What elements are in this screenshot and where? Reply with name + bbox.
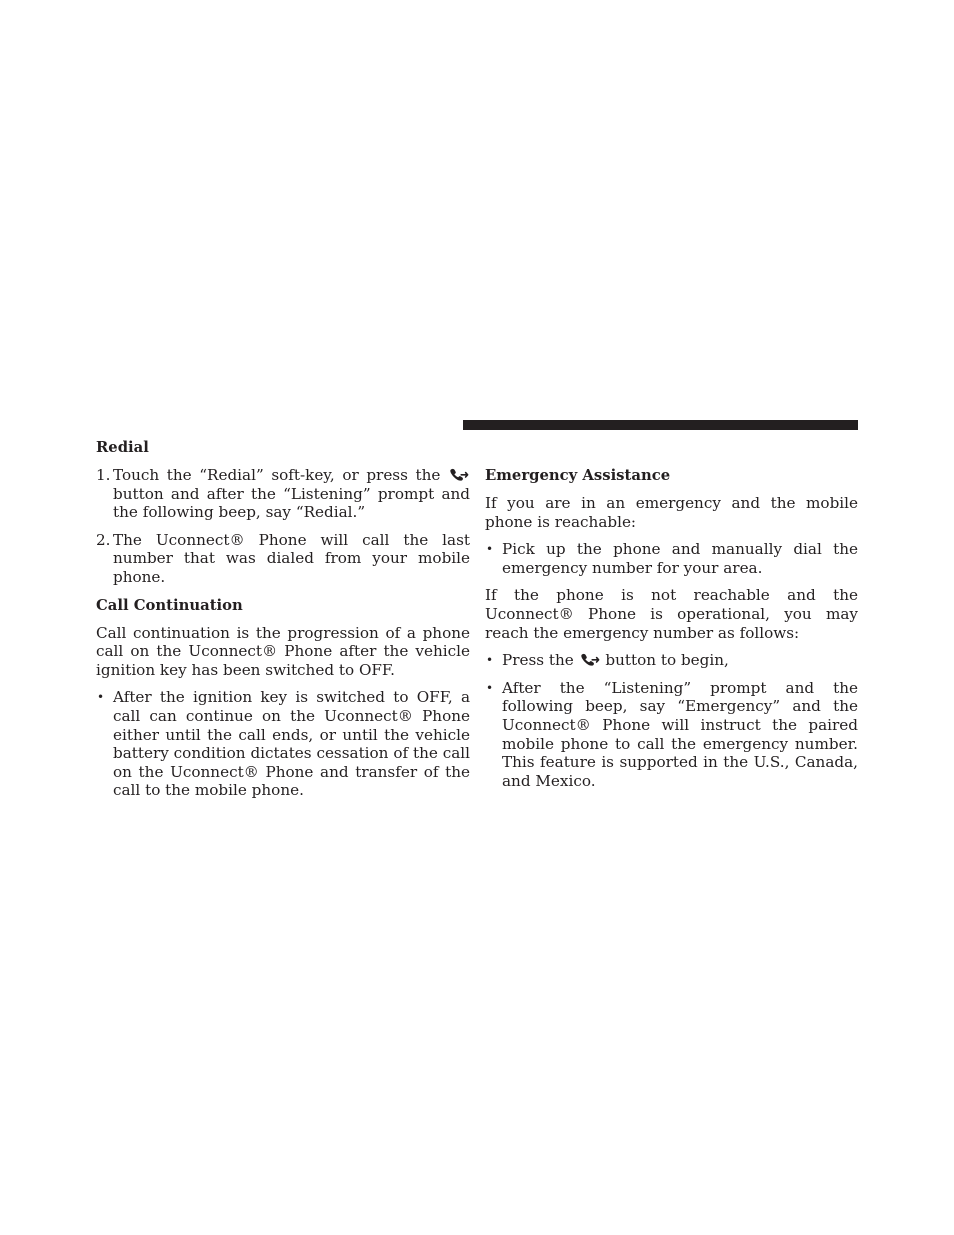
redial-step-2 (96, 531, 470, 587)
list-item (485, 651, 858, 670)
call-continuation-heading: Call Continuation (96, 596, 243, 614)
step-text-after-icon: button and after the “Listening” prompt and the following beep, say “Redial.” (113, 484, 470, 522)
bullet-marker: • (486, 542, 494, 557)
bullet-marker: • (486, 680, 494, 695)
step-text: The Uconnect® Phone will call the last number that was dialed from your mobile phone. (113, 530, 470, 586)
bullet-marker: • (486, 653, 494, 668)
bullet-text-before-icon: Press the (502, 651, 574, 670)
emergency-paragraph-2: If the phone is not reachable and the Uconnect® Phone is operational, you may reach the emergency number as follows: (485, 586, 858, 642)
phone-icon (449, 468, 469, 481)
right-column (485, 466, 858, 799)
emergency-bullets-1 (485, 540, 858, 577)
emergency-paragraph-1: If you are in an emergency and the mobile phone is reachable: (485, 494, 858, 531)
emergency-heading: Emergency Assistance (485, 467, 671, 484)
bullet-text: After the “Listening” prompt and the following beep, say “Emergency” and the Uconnect® Phone will instruct the paired mobile phone to call the emergency number. This feature is supported in the U.S., Canada, and Mexico. (502, 678, 858, 790)
left-column (96, 438, 470, 809)
redial-step-1 (96, 466, 470, 522)
call-continuation-paragraph: Call continuation is the progression of a phone call on the Uconnect® Phone after the vehicle ignition key has been switched to OFF. (96, 623, 470, 679)
redial-heading: Redial (96, 439, 149, 456)
phone-icon (580, 653, 600, 666)
bullet-text-after-icon: button to begin, (605, 651, 729, 670)
bullet-text: Pick up the phone and manually dial the emergency number for your area. (502, 540, 858, 577)
step-text-before-icon: Touch the “Redial” soft-key, or press the (113, 466, 441, 484)
bullet-marker: • (97, 690, 105, 705)
list-item (96, 688, 470, 800)
step-number: 2. (96, 530, 111, 549)
list-item (485, 679, 858, 791)
emergency-bullets-2 (485, 651, 858, 790)
list-item (485, 540, 858, 577)
redial-steps (96, 466, 470, 587)
call-continuation-bullets (96, 688, 470, 800)
step-number: 1. (96, 466, 111, 484)
section-header-bar (463, 420, 858, 430)
bullet-text: After the ignition key is switched to OFF, a call can continue on the Uconnect® Phone either until the call ends, or until the vehicle battery condition dictates cessation of the call on the Uconnect® Phone and transfer of the call to the mobile phone. (113, 688, 470, 800)
